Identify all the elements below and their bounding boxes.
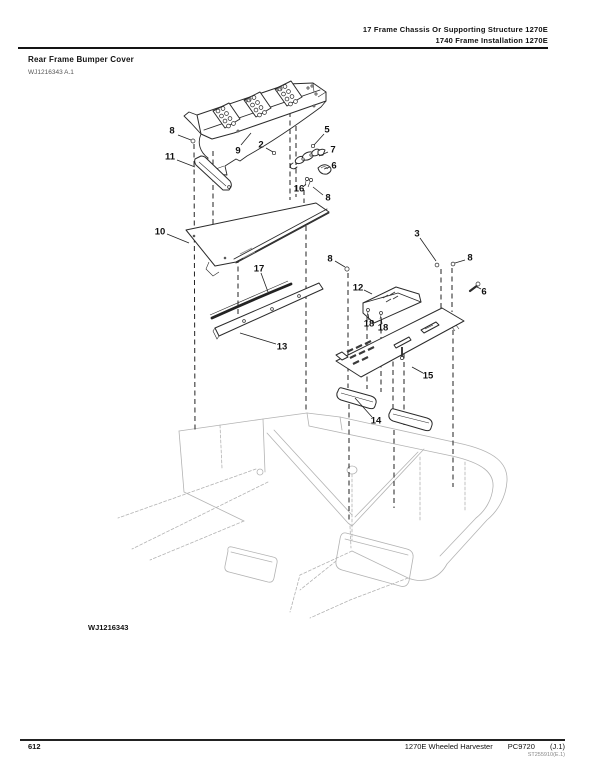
callout-label-8: 8: [467, 252, 473, 264]
figure-caption: WJ1216343: [88, 623, 129, 632]
callout-leader-3: [420, 238, 436, 261]
header-line-1: 17 Frame Chassis Or Supporting Structure 1270E: [362, 25, 548, 34]
footer-catalog: PC9720: [507, 742, 535, 751]
part-6-clip: [318, 165, 331, 174]
right-fasteners: [345, 262, 480, 291]
callout-leader-8: [455, 260, 465, 263]
footer-model: 1270E Wheeled Harvester: [404, 742, 493, 751]
machine-frame-outline: [118, 413, 507, 618]
part-15-plate: [336, 308, 464, 377]
callout-label-12: 12: [352, 282, 364, 294]
callout-label-8: 8: [327, 253, 333, 265]
callout-leader-15: [412, 367, 423, 373]
footer-right: [405, 742, 565, 751]
callout-label-7: 7: [330, 144, 336, 156]
callout-label-8: 8: [325, 192, 331, 204]
callout-label-15: 15: [422, 370, 434, 382]
callout-label-11: 11: [164, 151, 176, 163]
callout-leader-10: [167, 234, 189, 243]
callout-label-2: 2: [258, 139, 264, 151]
callout-leader-8: [313, 187, 323, 195]
callout-label-17: 17: [253, 263, 265, 275]
callout-leader-17: [261, 273, 268, 292]
callout-leader-8: [335, 261, 345, 267]
figure-reference: WJ1216343 A.1: [28, 69, 74, 76]
callout-leader-2: [266, 148, 273, 152]
callout-label-5: 5: [324, 124, 330, 136]
callout-leader-12: [364, 290, 372, 294]
callout-label-6: 6: [481, 286, 487, 298]
callout-label-14: 14: [370, 415, 382, 427]
page-number: 612: [28, 742, 41, 751]
callout-label-9: 9: [235, 145, 241, 157]
callout-label-3: 3: [414, 228, 420, 240]
callout-label-18: 18: [377, 322, 389, 334]
callout-leader-5: [314, 134, 324, 145]
callout-label-8: 8: [169, 125, 175, 137]
callout-leader-11: [177, 160, 195, 167]
part-14-blocks: [337, 388, 432, 431]
callout-leader-13: [240, 333, 276, 344]
callout-leader-9: [241, 133, 251, 145]
callout-label-18: 18: [363, 318, 375, 330]
callout-label-6: 6: [331, 160, 337, 172]
callout-label-13: 13: [276, 341, 288, 353]
part-7-shackle: [290, 148, 325, 169]
header-line-2: 1740 Frame Installation 1270E: [435, 35, 548, 45]
footer-doc-ref: ST255910(E.1): [527, 752, 565, 758]
footer-rule: [20, 739, 565, 741]
callout-leader-8: [178, 135, 191, 140]
part-6-screw: [470, 282, 480, 291]
footer-revision: (J.1): [550, 742, 565, 751]
section-title: Rear Frame Bumper Cover: [28, 55, 134, 64]
callout-label-10: 10: [154, 226, 166, 238]
callout-label-16: 16: [293, 183, 305, 195]
